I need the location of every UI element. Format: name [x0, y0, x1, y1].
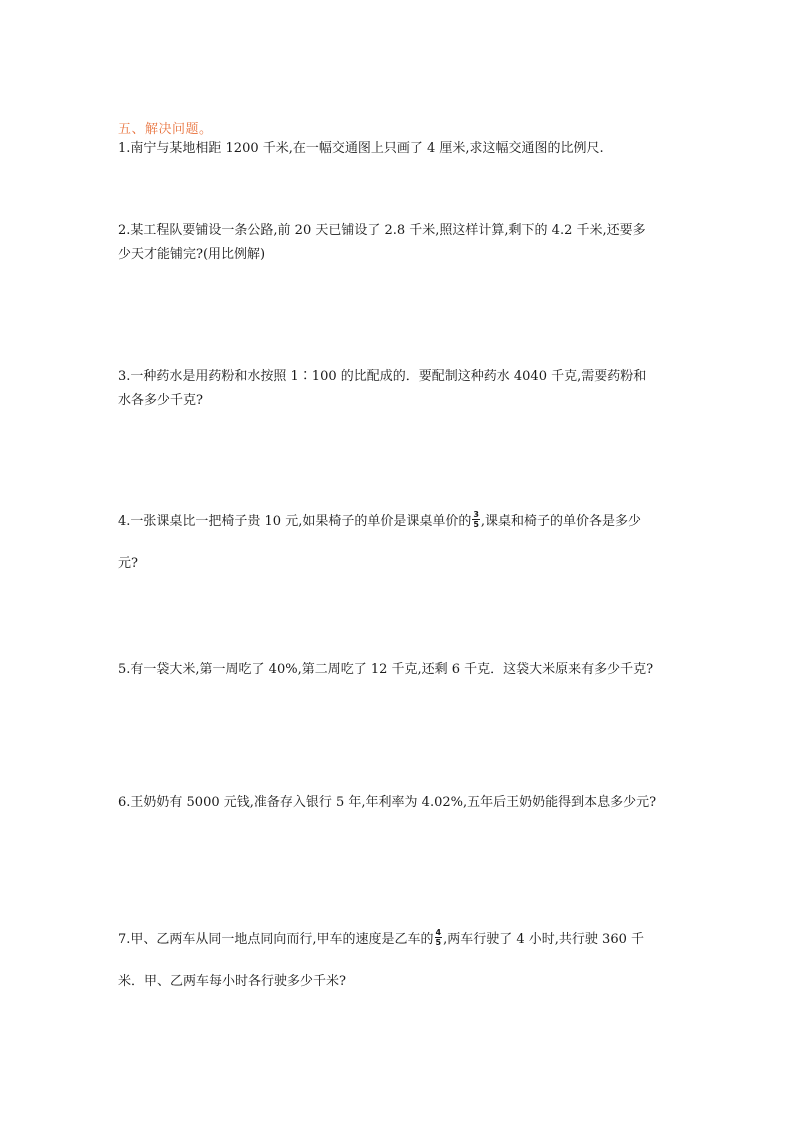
- question-7-text-after: ,两车行驶了 4 小时,共行驶 360 千: [443, 932, 645, 947]
- section-title: 五、解决问题。: [118, 122, 213, 137]
- question-7-line-1: [118, 928, 678, 952]
- question-4: [118, 510, 678, 576]
- question-2-line-1: 2.某工程队要铺设一条公路,前 20 天已铺设了 2.8 千米,照这样计算,剩下的 4.2 千米,还要多: [118, 223, 646, 238]
- question-7: [118, 928, 678, 994]
- question-2-line-2: 少天才能铺完?(用比例解): [118, 247, 266, 262]
- fraction-four-fifths: [435, 928, 443, 947]
- question-4-line-2: 元?: [118, 556, 138, 571]
- question-3-line-2: 水各多少千克?: [118, 393, 203, 408]
- question-5: [118, 658, 678, 682]
- fraction-three-fifths: [472, 510, 480, 529]
- question-4-text-after: ,课桌和椅子的单价各是多少: [480, 514, 642, 529]
- question-5-text: 5.有一袋大米,第一周吃了 40%,第二周吃了 12 千克,还剩 6 千克．这袋大米原来有多少千克?: [118, 662, 654, 677]
- question-4-text-before: 4.一张课桌比一把椅子贵 10 元,如果椅子的单价是课桌单价的: [118, 514, 472, 529]
- fraction-numerator: 4: [435, 928, 442, 937]
- fraction-denominator: 5: [435, 938, 442, 947]
- question-6-text: 6.王奶奶有 5000 元钱,准备存入银行 5 年,年利率为 4.02%,五年后王奶奶能得到本息多少元?: [118, 795, 657, 810]
- question-4-line-1: [118, 510, 678, 534]
- fraction-numerator: 3: [473, 510, 479, 519]
- question-7-text-before: 7.甲、乙两车从同一地点同向而行,甲车的速度是乙车的: [118, 932, 434, 947]
- question-7-line-2: 米．甲、乙两车每小时各行驶多少千米?: [118, 974, 346, 989]
- question-6: [118, 791, 678, 815]
- fraction-denominator: 5: [473, 520, 479, 529]
- question-1: [118, 137, 678, 161]
- question-3: [118, 365, 678, 413]
- question-1-text: 1.南宁与某地相距 1200 千米,在一幅交通图上只画了 4 厘米,求这幅交通图的比例尺.: [118, 141, 604, 156]
- question-3-line-1: 3.一种药水是用药粉和水按照 1∶100 的比配成的．要配制这种药水 4040 千克,需要药粉和: [118, 369, 647, 384]
- question-2: [118, 219, 678, 267]
